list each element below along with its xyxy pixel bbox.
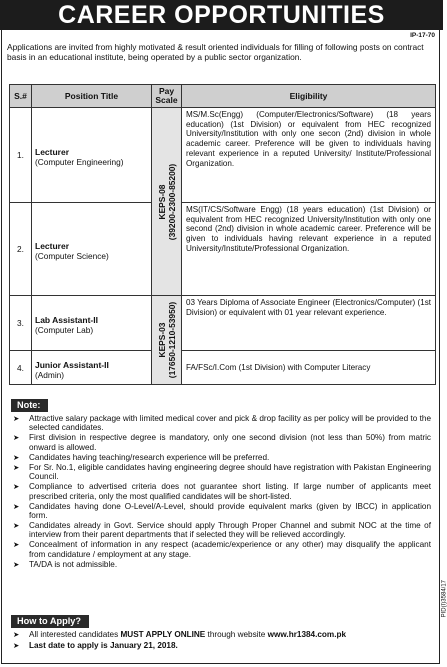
list-item: ➤ Candidates having done O-Level/A-Level, should provide equivalent marks (given by IBCC) in application form.	[13, 501, 431, 521]
position-title: Lab Assistant-II	[35, 315, 98, 325]
row-eligibility: MS/M.Sc(Engg) (Computer/Electronics/Software) (18 years education) (1st Division) or equivalent from HEC recognized University/Institution with only one secon (2nd) division in whole academic career. Preference will be given to individuals having relevant experience in a reputed University/ Institute/Professional Organization.	[182, 108, 436, 203]
pay-scale-cell	[152, 108, 182, 296]
pay-scale-label	[157, 302, 177, 378]
arrow-bullet-icon: ➤	[13, 559, 20, 569]
col-header-position: Position Title	[32, 85, 152, 108]
pay-range: (17650-1210-53950)	[166, 301, 177, 379]
col-header-eligibility: Eligibility	[182, 85, 436, 108]
apply-list	[11, 630, 431, 653]
position-title: Junior Assistant-II	[35, 359, 109, 370]
list-item: ➤ Concealment of information in any respect (academic/experience or any other) may disqualify the applicant from candidature / employment at any stage.	[13, 540, 431, 559]
row-sn: 3.	[10, 296, 32, 351]
table-row	[10, 351, 436, 385]
row-position	[32, 296, 152, 351]
row-sn: 4.	[10, 351, 32, 385]
list-item: ➤ Attractive salary package with limited medical cover and pick & drop facility as per policy will be provided to the selected candidates.	[13, 414, 431, 433]
notes-heading: Note:	[11, 399, 48, 412]
arrow-bullet-icon: ➤	[13, 641, 20, 651]
table-header-row	[10, 85, 436, 108]
position-title: Lecturer	[35, 147, 70, 157]
pay-scale-cell	[152, 296, 182, 385]
position-subtitle: (Admin)	[35, 369, 65, 380]
intro-paragraph: Applications are invited from highly motivated & result oriented individuals for filling of following posts on contract basis in an educational institute, being operated by a public sector organization.	[7, 42, 424, 62]
position-subtitle: (Computer Engineering)	[35, 157, 124, 167]
how-to-apply-heading: How to Apply?	[11, 615, 89, 628]
list-item: ➤ Compliance to advertised criteria does not guarantee short listing. If large number of applicants meet prescribed criteria, only the most qualified candidates will be short-listed.	[13, 482, 431, 501]
row-position	[32, 108, 152, 203]
arrow-bullet-icon: ➤	[13, 482, 20, 492]
col-header-sn: S.#	[10, 85, 32, 108]
list-item	[11, 641, 431, 650]
arrow-bullet-icon: ➤	[13, 630, 20, 639]
table-row	[10, 296, 436, 351]
list-item: ➤ Candidates already in Govt. Service should apply Through Proper Channel and submit NOC at the time of interview from their parent departments that if selected they will be relieved accordingly.	[13, 521, 431, 540]
row-eligibility: FA/FSc/I.Com (1st Division) with Computer Literacy	[182, 351, 436, 385]
row-eligibility: MS(IT/CS/Software Engg) (18 years education) (1st Division) or equivalent from HEC recognized University/Institution with only one second (2nd) division in whole academic career. Preference will be given to individuals having relevant experience in a reputed University/Institute/Professional Organization.	[182, 203, 436, 296]
position-title: Lecturer	[35, 241, 70, 251]
arrow-bullet-icon: ➤	[13, 540, 20, 550]
website-link[interactable]: www.hr1384.com.pk	[267, 630, 347, 639]
col-header-pay-scale: Pay Scale	[152, 85, 182, 108]
row-eligibility: 03 Years Diploma of Associate Engineer (Electronics/Computer) (1st Division) or equivalent with 01 year relevant experience.	[182, 296, 436, 351]
arrow-bullet-icon: ➤	[13, 452, 20, 462]
pid-number: PID(I)3584/17	[441, 580, 447, 618]
last-date-text: Last date to apply is January 21, 2018.	[29, 641, 178, 651]
arrow-bullet-icon: ➤	[13, 521, 20, 531]
list-item: ➤ All interested candidates MUST APPLY ONLINE through website www.hr1384.com.pk	[13, 630, 347, 639]
row-sn: 1.	[10, 108, 32, 203]
list-item: ➤ For Sr. No.1, eligible candidates having engineering degree should have registration with Pakistan Engineering Council.	[13, 462, 431, 482]
arrow-bullet-icon: ➤	[13, 414, 20, 423]
pay-range: (39200-2300-85200)	[166, 163, 177, 240]
row-position	[32, 351, 152, 385]
table-row	[10, 108, 436, 203]
positions-table	[9, 84, 436, 385]
list-item: ➤ First division in respective degree is mandatory, only one second division (not less than 50%) from matric onward is allowed.	[13, 433, 431, 452]
row-position	[32, 203, 152, 296]
row-sn: 2.	[10, 203, 32, 296]
reference-number: IP-17-70	[410, 32, 435, 39]
notes-list	[11, 414, 431, 570]
list-item: ➤ TA/DA is not admissible.	[13, 559, 118, 569]
table-row	[10, 203, 436, 296]
arrow-bullet-icon: ➤	[13, 433, 20, 443]
position-subtitle: (Computer Lab)	[35, 325, 94, 335]
pay-scale-label	[157, 163, 177, 239]
pay-grade: KEPS-08	[156, 184, 167, 219]
arrow-bullet-icon: ➤	[13, 462, 20, 472]
pay-grade: KEPS-03	[156, 322, 167, 358]
page-title: CAREER OPPORTUNITIES	[0, 0, 443, 30]
arrow-bullet-icon: ➤	[13, 501, 20, 511]
apply-online-emphasis: MUST APPLY ONLINE	[120, 630, 206, 639]
position-subtitle: (Computer Science)	[35, 251, 109, 261]
list-item: ➤ Candidates having teaching/research experience will be preferred.	[13, 452, 270, 462]
